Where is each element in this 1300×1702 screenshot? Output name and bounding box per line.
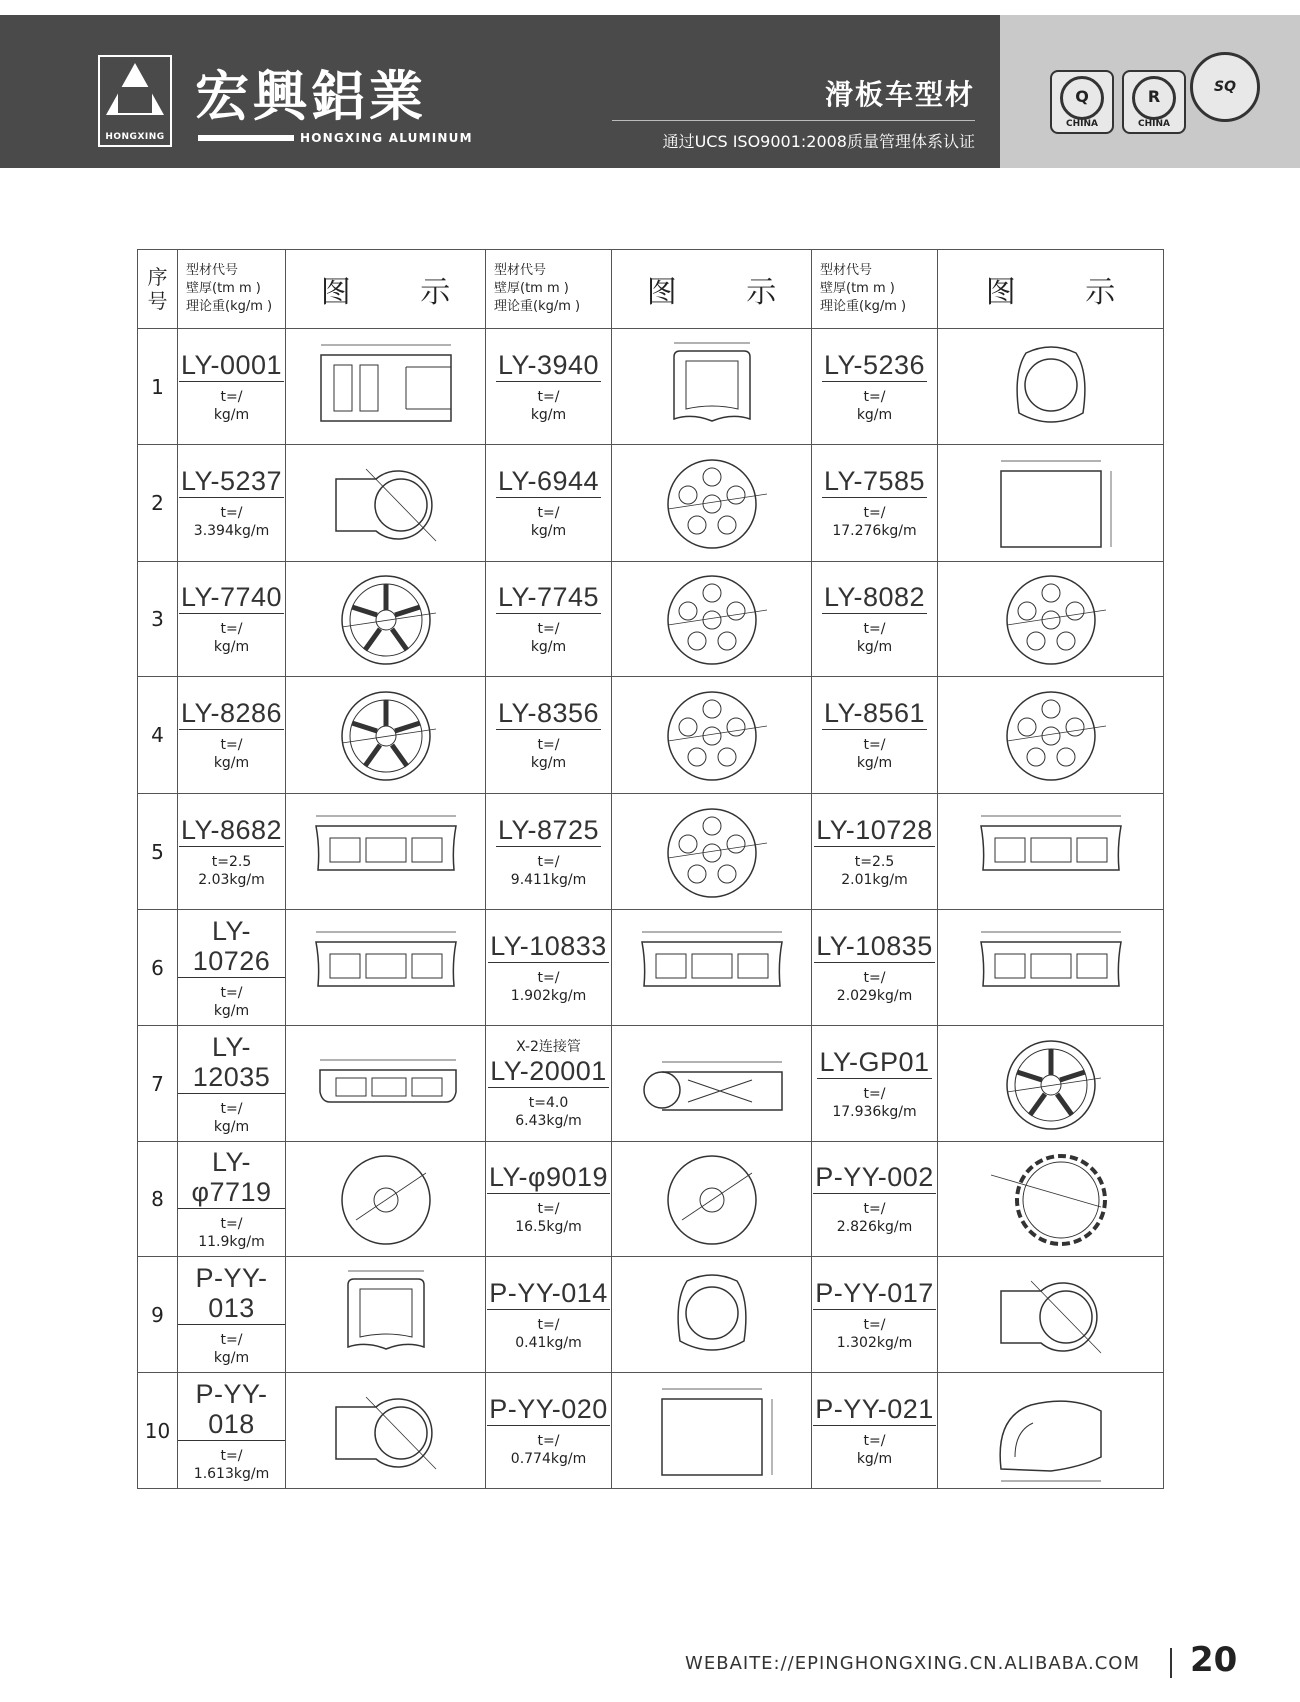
unit-weight: kg/m	[530, 406, 567, 423]
wall-thickness: t=/	[863, 1201, 886, 1217]
unit-weight: kg/m	[856, 755, 893, 771]
profile-code: P-YY-017	[815, 1277, 934, 1308]
profile-note: X-2连接管	[516, 1038, 581, 1055]
profile-code: LY-0001	[180, 349, 283, 380]
row-number: 1	[138, 329, 178, 445]
table-header-row	[138, 250, 1164, 329]
profile-code: LY-20001	[490, 1055, 607, 1086]
profile-drawing	[612, 677, 812, 794]
table-row	[138, 677, 1164, 794]
profile-info	[178, 794, 286, 910]
wall-thickness: t=/	[863, 969, 886, 986]
table-row	[138, 1373, 1164, 1489]
q-china-badge-icon: Q CHINA	[1050, 70, 1114, 134]
rect-slots-drawing-icon	[301, 333, 471, 441]
table-row	[138, 794, 1164, 910]
unit-weight: kg/m	[213, 1002, 250, 1019]
profile-drawing	[286, 677, 486, 794]
wall-thickness: t=/	[537, 853, 560, 870]
row-number: 2	[138, 445, 178, 562]
wheel-holes-drawing-icon	[951, 681, 1151, 789]
profile-code: LY-8286	[180, 698, 283, 728]
profile-drawing	[612, 1373, 812, 1489]
square-tube-drawing-icon	[627, 333, 797, 441]
footer-divider	[1170, 1648, 1172, 1678]
profile-drawing	[612, 329, 812, 445]
row-number: 10	[138, 1373, 178, 1489]
wall-thickness: t=/	[537, 1201, 560, 1217]
profile-info	[178, 1373, 286, 1489]
profile-info	[178, 562, 286, 677]
deck-drawing-icon	[301, 914, 471, 1022]
unit-weight: 1.902kg/m	[510, 987, 587, 1004]
wall-thickness: t=/	[220, 1331, 243, 1348]
wall-thickness: t=/	[863, 1316, 886, 1333]
unit-weight: kg/m	[530, 639, 567, 655]
profile-drawing	[286, 562, 486, 677]
footer-website: WEBAITE://EPINGHONGXING.CN.ALIBABA.COM	[685, 1653, 1140, 1674]
unit-weight: 17.276kg/m	[832, 523, 917, 539]
profile-code: LY-12035	[178, 1032, 285, 1094]
profile-info	[178, 329, 286, 445]
sq-badge-icon: SQ	[1190, 52, 1260, 122]
unit-weight: 2.029kg/m	[836, 987, 913, 1004]
header-info: 型材代号 壁厚(tm m ) 理论重(kg/m )	[486, 250, 612, 329]
profile-code: LY-8561	[823, 698, 926, 728]
profile-info	[486, 677, 612, 794]
profile-code: P-YY-018	[178, 1379, 285, 1441]
brand-bar	[198, 135, 294, 141]
deck-drawing-icon	[301, 798, 471, 906]
unit-weight: 17.936kg/m	[832, 1103, 917, 1120]
wall-thickness: t=/	[220, 1100, 243, 1117]
header-info: 型材代号 壁厚(tm m ) 理论重(kg/m )	[812, 250, 938, 329]
profile-drawing	[286, 1026, 486, 1142]
profile-drawing	[286, 1373, 486, 1489]
deck-drawing-icon	[951, 914, 1151, 1022]
profile-code: LY-φ7719	[178, 1147, 285, 1209]
profile-info	[486, 1257, 612, 1373]
profile-info	[486, 329, 612, 445]
wall-thickness: t=/	[537, 388, 560, 405]
wheel-spokes-drawing-icon	[301, 681, 471, 789]
profile-info	[812, 1026, 938, 1142]
solid-rect-drawing-icon	[951, 449, 1151, 557]
deck-drawing-icon	[951, 798, 1151, 906]
profile-info	[178, 1026, 286, 1142]
profile-code: LY-7745	[497, 582, 600, 612]
wall-thickness: t=/	[537, 1432, 560, 1449]
profile-code: LY-8082	[823, 582, 926, 612]
wall-thickness: t=/	[863, 1085, 886, 1102]
unit-weight: kg/m	[213, 755, 250, 771]
profile-info	[812, 910, 938, 1026]
profile-code: LY-8725	[497, 814, 600, 845]
profile-info	[178, 1257, 286, 1373]
profile-drawing	[938, 329, 1164, 445]
gear-drawing-icon	[951, 1145, 1151, 1253]
square-tube-drawing-icon	[301, 1261, 471, 1369]
logo-text: HONGXING	[105, 132, 165, 142]
profile-code: LY-GP01	[819, 1046, 930, 1077]
wall-thickness: t=/	[220, 621, 243, 637]
profile-info	[486, 1142, 612, 1257]
disc-drawing-icon	[627, 1145, 797, 1253]
wall-thickness: t=/	[863, 505, 886, 521]
wall-thickness: t=2.5	[854, 853, 895, 870]
unit-weight: 11.9kg/m	[198, 1234, 265, 1250]
header-bar	[0, 15, 1000, 168]
header-no: 序号	[138, 250, 178, 329]
unit-weight: 1.613kg/m	[193, 1465, 270, 1482]
wall-thickness: t=/	[863, 1432, 886, 1449]
brand-name: 宏興鋁業	[195, 65, 427, 128]
profile-code: LY-10835	[816, 930, 933, 961]
unit-weight: 6.43kg/m	[515, 1112, 582, 1129]
profile-code: P-YY-013	[178, 1263, 285, 1325]
unit-weight: 3.394kg/m	[193, 523, 270, 539]
profile-code: LY-3940	[497, 349, 600, 380]
profile-drawing	[612, 794, 812, 910]
page-number: 20	[1190, 1640, 1238, 1680]
brand-name-en: HONGXING ALUMINUM	[300, 131, 473, 145]
deck-drawing-icon	[627, 914, 797, 1022]
profile-drawing	[938, 1373, 1164, 1489]
wall-thickness: t=/	[537, 1316, 560, 1333]
profile-code: P-YY-002	[815, 1162, 934, 1192]
profile-info	[178, 1142, 286, 1257]
profile-drawing	[938, 677, 1164, 794]
wall-thickness: t=/	[537, 737, 560, 753]
profile-code: LY-8682	[180, 814, 283, 845]
header-figure: 图 示	[286, 250, 486, 329]
divider	[612, 120, 975, 121]
profile-drawing	[938, 562, 1164, 677]
row-number: 7	[138, 1026, 178, 1142]
profile-info	[812, 1373, 938, 1489]
table-row	[138, 562, 1164, 677]
profile-info	[812, 677, 938, 794]
profile-code: P-YY-021	[815, 1393, 934, 1424]
profile-code: LY-7585	[823, 466, 926, 496]
unit-weight: 0.41kg/m	[515, 1334, 582, 1351]
table-row	[138, 1142, 1164, 1257]
wall-thickness: t=/	[537, 969, 560, 986]
wall-thickness: t=/	[537, 505, 560, 521]
disc-drawing-icon	[301, 1145, 471, 1253]
wall-thickness: t=/	[220, 1447, 243, 1464]
table-row	[138, 329, 1164, 445]
profile-drawing	[938, 794, 1164, 910]
profile-info	[812, 1142, 938, 1257]
profile-drawing	[938, 1257, 1164, 1373]
profile-info	[486, 1026, 612, 1142]
table-row	[138, 445, 1164, 562]
unit-weight: 0.774kg/m	[510, 1450, 587, 1467]
certification-text: 通过UCS ISO9001:2008质量管理体系认证	[662, 132, 975, 151]
profile-drawing	[612, 445, 812, 562]
wheel-holes-drawing-icon	[627, 681, 797, 789]
r-china-badge-icon: R CHINA	[1122, 70, 1186, 134]
profile-drawing	[938, 1142, 1164, 1257]
profile-info	[812, 1257, 938, 1373]
company-logo	[98, 55, 172, 147]
unit-weight: kg/m	[856, 1450, 893, 1467]
unit-weight: kg/m	[856, 406, 893, 423]
wheel-holes-drawing-icon	[627, 449, 797, 557]
profile-info	[178, 677, 286, 794]
row-number: 9	[138, 1257, 178, 1373]
wheel-spokes-drawing-icon	[951, 1030, 1151, 1138]
header-figure: 图 示	[938, 250, 1164, 329]
profile-drawing	[286, 329, 486, 445]
profile-code: LY-8356	[497, 698, 600, 728]
row-number: 6	[138, 910, 178, 1026]
profile-drawing	[286, 1142, 486, 1257]
profile-table	[137, 249, 1164, 1489]
profile-code: P-YY-014	[489, 1277, 608, 1308]
unit-weight: 9.411kg/m	[510, 871, 587, 888]
wall-thickness: t=2.5	[211, 853, 252, 870]
wall-thickness: t=/	[863, 737, 886, 753]
wheel-holes-drawing-icon	[627, 798, 797, 906]
header-figure: 图 示	[612, 250, 812, 329]
profile-drawing	[938, 910, 1164, 1026]
profile-info	[486, 794, 612, 910]
wedge-drawing-icon	[951, 1377, 1151, 1485]
profile-code: LY-10833	[490, 930, 607, 961]
unit-weight: 2.01kg/m	[841, 871, 908, 888]
profile-info	[812, 562, 938, 677]
connector-drawing-icon	[627, 1030, 797, 1138]
header-info: 型材代号 壁厚(tm m ) 理论重(kg/m )	[178, 250, 286, 329]
row-number: 5	[138, 794, 178, 910]
wall-thickness: t=/	[220, 737, 243, 753]
unit-weight: kg/m	[530, 523, 567, 539]
profile-drawing	[286, 794, 486, 910]
profile-code: LY-6944	[497, 466, 600, 496]
profile-code: LY-5237	[180, 466, 283, 496]
wall-thickness: t=/	[537, 621, 560, 637]
profile-code: LY-7740	[180, 582, 283, 612]
unit-weight: 1.302kg/m	[836, 1334, 913, 1351]
wall-thickness: t=/	[220, 984, 243, 1001]
profile-code: P-YY-020	[489, 1393, 608, 1424]
profile-info	[486, 445, 612, 562]
clamp-drawing-icon	[951, 1261, 1151, 1369]
profile-code: LY-10726	[178, 916, 285, 978]
wall-thickness: t=/	[220, 388, 243, 405]
wall-thickness: t=4.0	[528, 1094, 569, 1111]
profile-info	[178, 910, 286, 1026]
profile-drawing	[612, 910, 812, 1026]
table-row	[138, 910, 1164, 1026]
profile-info	[812, 445, 938, 562]
unit-weight: kg/m	[213, 406, 250, 423]
profile-info	[178, 445, 286, 562]
profile-drawing	[286, 910, 486, 1026]
unit-weight: kg/m	[213, 1118, 250, 1135]
wall-thickness: t=/	[863, 621, 886, 637]
row-number: 4	[138, 677, 178, 794]
wall-thickness: t=/	[220, 1216, 243, 1232]
row-number: 3	[138, 562, 178, 677]
table-row	[138, 1257, 1164, 1373]
wall-thickness: t=/	[863, 388, 886, 405]
profile-drawing	[938, 445, 1164, 562]
profile-drawing	[938, 1026, 1164, 1142]
ring-drop-drawing-icon	[951, 333, 1151, 441]
wheel-spokes-drawing-icon	[301, 565, 471, 673]
profile-info	[486, 1373, 612, 1489]
category-title: 滑板车型材	[824, 78, 975, 111]
clamp-drawing-icon	[301, 449, 471, 557]
profile-drawing	[286, 445, 486, 562]
profile-info	[812, 794, 938, 910]
profile-drawing	[612, 562, 812, 677]
unit-weight: 2.826kg/m	[836, 1219, 913, 1235]
profile-code: LY-10728	[816, 814, 933, 845]
wheel-holes-drawing-icon	[951, 565, 1151, 673]
profile-info	[486, 910, 612, 1026]
clamp-drawing-icon	[301, 1377, 471, 1485]
unit-weight: kg/m	[213, 1349, 250, 1366]
unit-weight: 16.5kg/m	[515, 1219, 582, 1235]
profile-drawing	[612, 1026, 812, 1142]
unit-weight: kg/m	[856, 639, 893, 655]
ring-drop-drawing-icon	[627, 1261, 797, 1369]
table-row	[138, 1026, 1164, 1142]
profile-drawing	[612, 1142, 812, 1257]
deck-flat-drawing-icon	[301, 1030, 471, 1138]
solid-rect-drawing-icon	[627, 1377, 797, 1485]
profile-drawing	[286, 1257, 486, 1373]
profile-code: LY-φ9019	[488, 1162, 609, 1192]
unit-weight: kg/m	[530, 755, 567, 771]
profile-code: LY-5236	[823, 349, 926, 380]
row-number: 8	[138, 1142, 178, 1257]
unit-weight: 2.03kg/m	[198, 871, 265, 888]
wall-thickness: t=/	[220, 505, 243, 521]
wheel-holes-drawing-icon	[627, 565, 797, 673]
profile-info	[486, 562, 612, 677]
profile-drawing	[612, 1257, 812, 1373]
unit-weight: kg/m	[213, 639, 250, 655]
profile-info	[812, 329, 938, 445]
